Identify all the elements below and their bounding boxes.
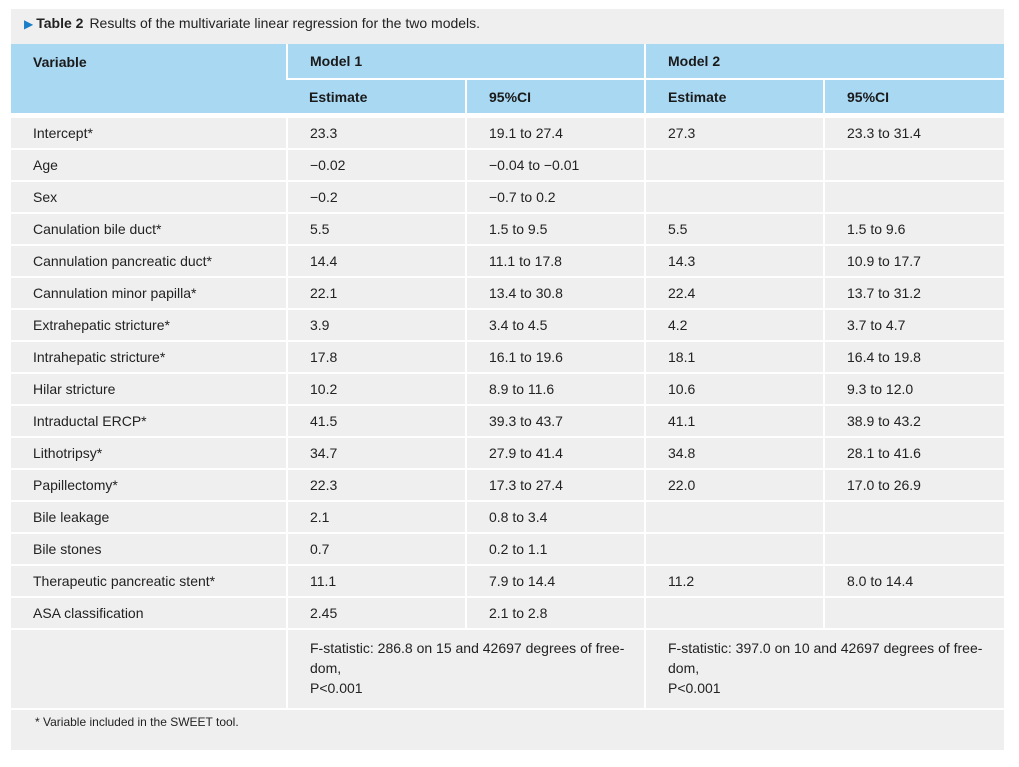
model-1-estimate-cell: 41.5 (287, 405, 466, 437)
model-2-f-statistic-cont: dom, (668, 660, 700, 676)
model-1-estimate-cell: 3.9 (287, 309, 466, 341)
table-row (11, 469, 1004, 501)
variable-cell: Therapeutic pancreatic stent* (11, 565, 287, 597)
table-row (11, 437, 1004, 469)
model-1-ci-cell: 27.9 to 41.4 (466, 437, 645, 469)
model-1-ci-cell: 39.3 to 43.7 (466, 405, 645, 437)
statistics-row (11, 629, 1004, 709)
model-2-ci-cell (824, 149, 1004, 181)
table-row (11, 213, 1004, 245)
model-1-estimate-cell: 22.1 (287, 277, 466, 309)
model-1-ci-cell: 3.4 to 4.5 (466, 309, 645, 341)
model-1-p-value: P<0.001 (310, 680, 363, 696)
caption-arrow-icon: ▶ (24, 17, 34, 31)
model-1-estimate-cell: 5.5 (287, 213, 466, 245)
model-2-estimate-cell: 10.6 (645, 373, 824, 405)
model-2-ci-cell: 23.3 to 31.4 (824, 116, 1004, 150)
model-2-estimate-cell (645, 149, 824, 181)
table-row (11, 181, 1004, 213)
variable-cell: Age (11, 149, 287, 181)
header-variable: Variable (11, 44, 287, 116)
table-row (11, 501, 1004, 533)
model-2-estimate-cell: 14.3 (645, 245, 824, 277)
header-row-models (11, 44, 1004, 79)
table-row (11, 245, 1004, 277)
header-model-1: Model 1 (287, 44, 645, 79)
table-row (11, 405, 1004, 437)
model-1-estimate-cell: 11.1 (287, 565, 466, 597)
variable-cell: Canulation bile duct* (11, 213, 287, 245)
model-1-estimate-cell: 34.7 (287, 437, 466, 469)
model-2-f-statistic: F-statistic: 397.0 on 10 and 42697 degrees of free- (668, 640, 983, 656)
variable-cell: Hilar stricture (11, 373, 287, 405)
model-2-ci-cell: 10.9 to 17.7 (824, 245, 1004, 277)
variable-cell: Lithotripsy* (11, 437, 287, 469)
model-1-f-statistic-cont: dom, (310, 660, 342, 676)
model-1-ci-cell: −0.04 to −0.01 (466, 149, 645, 181)
table-row (11, 309, 1004, 341)
header-model-1-ci: 95%CI (466, 79, 645, 116)
table-label: Table 2 (36, 15, 84, 31)
caption-text: Results of the multivariate linear regression for the two models. (89, 15, 481, 31)
table-row (11, 149, 1004, 181)
variable-cell: ASA classification (11, 597, 287, 629)
model-2-ci-cell: 8.0 to 14.4 (824, 565, 1004, 597)
variable-cell: Cannulation pancreatic duct* (11, 245, 287, 277)
table-row (11, 533, 1004, 565)
model-2-estimate-cell: 18.1 (645, 341, 824, 373)
model-1-ci-cell: 19.1 to 27.4 (466, 116, 645, 150)
model-2-ci-cell: 9.3 to 12.0 (824, 373, 1004, 405)
model-2-estimate-cell: 5.5 (645, 213, 824, 245)
model-1-ci-cell: 0.2 to 1.1 (466, 533, 645, 565)
variable-cell: Papillectomy* (11, 469, 287, 501)
model-2-estimate-cell: 4.2 (645, 309, 824, 341)
variable-cell: Intraductal ERCP* (11, 405, 287, 437)
model-1-estimate-cell: 17.8 (287, 341, 466, 373)
table-body (11, 116, 1004, 710)
table-row (11, 116, 1004, 150)
table-row (11, 597, 1004, 629)
variable-cell: Intrahepatic stricture* (11, 341, 287, 373)
model-1-estimate-cell: −0.02 (287, 149, 466, 181)
model-1-ci-cell: 7.9 to 14.4 (466, 565, 645, 597)
model-2-estimate-cell (645, 501, 824, 533)
header-model-1-estimate: Estimate (287, 79, 466, 116)
variable-cell: Bile stones (11, 533, 287, 565)
model-1-ci-cell: 0.8 to 3.4 (466, 501, 645, 533)
model-2-ci-cell: 17.0 to 26.9 (824, 469, 1004, 501)
model-2-estimate-cell: 22.0 (645, 469, 824, 501)
table-row (11, 373, 1004, 405)
regression-table (11, 44, 1004, 710)
model-1-estimate-cell: 10.2 (287, 373, 466, 405)
model-2-statistics (645, 629, 1004, 709)
table-row (11, 277, 1004, 309)
model-1-estimate-cell: 22.3 (287, 469, 466, 501)
model-2-estimate-cell (645, 533, 824, 565)
model-2-estimate-cell: 34.8 (645, 437, 824, 469)
model-1-ci-cell: 8.9 to 11.6 (466, 373, 645, 405)
model-2-p-value: P<0.001 (668, 680, 721, 696)
model-1-ci-cell: 2.1 to 2.8 (466, 597, 645, 629)
model-1-estimate-cell: 0.7 (287, 533, 466, 565)
table-caption (24, 15, 480, 31)
model-1-f-statistic: F-statistic: 286.8 on 15 and 42697 degrees of free- (310, 640, 625, 656)
header-model-2-estimate: Estimate (645, 79, 824, 116)
variable-cell: Sex (11, 181, 287, 213)
model-2-estimate-cell (645, 597, 824, 629)
model-2-estimate-cell: 11.2 (645, 565, 824, 597)
model-2-ci-cell: 1.5 to 9.6 (824, 213, 1004, 245)
model-2-ci-cell: 13.7 to 31.2 (824, 277, 1004, 309)
model-2-ci-cell (824, 181, 1004, 213)
variable-cell: Intercept* (11, 116, 287, 150)
model-2-ci-cell (824, 501, 1004, 533)
model-1-estimate-cell: 23.3 (287, 116, 466, 150)
model-1-ci-cell: −0.7 to 0.2 (466, 181, 645, 213)
header-model-2-ci: 95%CI (824, 79, 1004, 116)
model-1-statistics (287, 629, 645, 709)
table-footnote: * Variable included in the SWEET tool. (35, 715, 239, 729)
model-1-estimate-cell: −0.2 (287, 181, 466, 213)
model-1-ci-cell: 16.1 to 19.6 (466, 341, 645, 373)
model-2-ci-cell (824, 597, 1004, 629)
model-2-estimate-cell: 41.1 (645, 405, 824, 437)
model-2-estimate-cell: 22.4 (645, 277, 824, 309)
model-1-ci-cell: 17.3 to 27.4 (466, 469, 645, 501)
table-row (11, 565, 1004, 597)
model-1-ci-cell: 1.5 to 9.5 (466, 213, 645, 245)
model-2-estimate-cell (645, 181, 824, 213)
table-row (11, 341, 1004, 373)
model-1-estimate-cell: 14.4 (287, 245, 466, 277)
model-2-estimate-cell: 27.3 (645, 116, 824, 150)
model-1-estimate-cell: 2.1 (287, 501, 466, 533)
model-2-ci-cell: 38.9 to 43.2 (824, 405, 1004, 437)
variable-cell: Cannulation minor papilla* (11, 277, 287, 309)
model-2-ci-cell: 3.7 to 4.7 (824, 309, 1004, 341)
model-2-ci-cell: 28.1 to 41.6 (824, 437, 1004, 469)
model-1-estimate-cell: 2.45 (287, 597, 466, 629)
header-model-2: Model 2 (645, 44, 1004, 79)
variable-cell: Extrahepatic stricture* (11, 309, 287, 341)
model-1-ci-cell: 13.4 to 30.8 (466, 277, 645, 309)
model-1-ci-cell: 11.1 to 17.8 (466, 245, 645, 277)
statistics-variable-cell (11, 629, 287, 709)
model-2-ci-cell: 16.4 to 19.8 (824, 341, 1004, 373)
variable-cell: Bile leakage (11, 501, 287, 533)
model-2-ci-cell (824, 533, 1004, 565)
